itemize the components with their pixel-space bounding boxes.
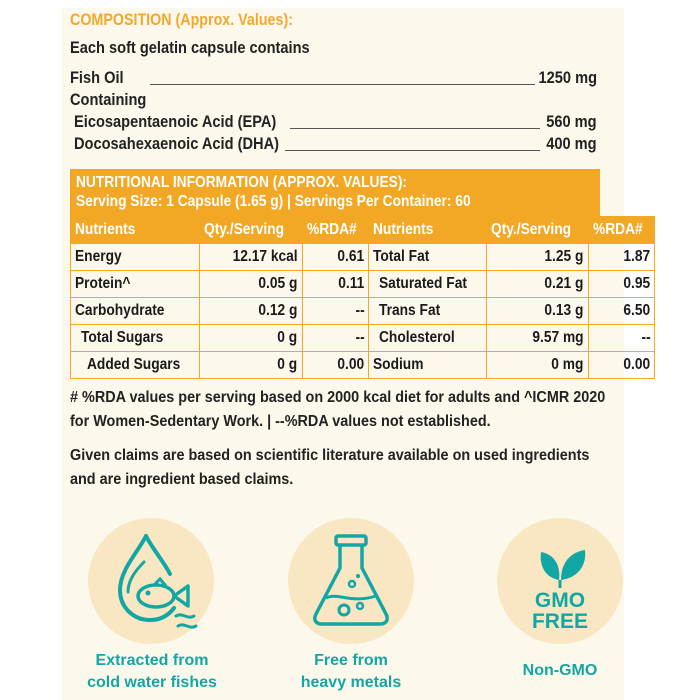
fish-caption: Extracted from cold water fishes <box>87 652 217 691</box>
qty-value: 0 mg <box>486 352 588 379</box>
claims-note: Given claims are based on scientific literature available on used ingredients and are ingredient based claims. <box>70 447 590 488</box>
nutrient-name: Total Fat <box>369 244 486 271</box>
table-header-row <box>71 217 655 244</box>
gmo-badge <box>497 518 623 644</box>
fish-oil-value: 1250 mg <box>538 68 597 87</box>
table-row <box>71 352 655 379</box>
dha-value: 400 mg <box>546 134 597 153</box>
leader-line <box>150 84 535 85</box>
qty-value: 0 g <box>200 325 302 352</box>
nutrition-table <box>70 216 655 379</box>
table-row <box>71 244 655 271</box>
nutrient-name: Added Sugars <box>71 352 200 379</box>
rda-value: -- <box>302 298 369 325</box>
rda-value: 0.61 <box>302 244 369 271</box>
rda-value: 0.00 <box>302 352 369 379</box>
dha-label: Docosahexaenoic Acid (DHA) <box>74 134 280 153</box>
col-header: %RDA# <box>588 217 655 244</box>
composition-title: COMPOSITION (Approx. Values): <box>70 10 293 29</box>
table-row <box>71 298 655 325</box>
nutrient-name: Protein^ <box>71 271 200 298</box>
table-row <box>71 271 655 298</box>
rda-footnote: # %RDA values per serving based on 2000 kcal diet for adults and ^ICMR 2020 for Women-Sedentary Work. | --%RDA values not established. <box>70 389 606 430</box>
qty-value: 0 g <box>200 352 302 379</box>
leader-line <box>290 128 540 129</box>
rda-value: 1.87 <box>588 244 655 271</box>
qty-value: 1.25 g <box>486 244 588 271</box>
epa-label: Eicosapentaenoic Acid (EPA) <box>74 112 277 131</box>
rda-value: -- <box>588 325 655 352</box>
leader-line <box>285 150 540 151</box>
qty-value: 0.05 g <box>200 271 302 298</box>
nutrition-title: NUTRITIONAL INFORMATION (APPROX. VALUES): <box>76 174 407 191</box>
flask-icon <box>288 518 414 644</box>
rda-value: 0.95 <box>588 271 655 298</box>
nutrient-name: Carbohydrate <box>71 298 200 325</box>
fish-oil-label: Fish Oil <box>70 68 124 87</box>
gmo-caption: Non-GMO <box>522 662 598 679</box>
fish-drop-icon <box>88 518 214 644</box>
qty-value: 0.13 g <box>486 298 588 325</box>
rda-value: 0.11 <box>302 271 369 298</box>
nutrient-name: Saturated Fat <box>369 271 486 298</box>
qty-value: 12.17 kcal <box>200 244 302 271</box>
gmo-free-text: GMO FREE <box>531 589 588 633</box>
containing-label: Containing <box>70 90 147 109</box>
qty-value: 9.57 mg <box>486 325 588 352</box>
nutrition-header <box>70 169 600 216</box>
col-header: Nutrients <box>71 217 200 244</box>
fish-badge <box>88 518 214 644</box>
col-header: %RDA# <box>302 217 369 244</box>
rda-value: 0.00 <box>588 352 655 379</box>
metals-caption: Free from heavy metals <box>300 652 402 691</box>
nutrient-name: Total Sugars <box>71 325 200 352</box>
rda-value: 6.50 <box>588 298 655 325</box>
qty-value: 0.21 g <box>486 271 588 298</box>
table-row <box>71 325 655 352</box>
col-header: Qty./Serving <box>200 217 302 244</box>
nutrient-name: Cholesterol <box>369 325 486 352</box>
nutrient-name: Trans Fat <box>369 298 486 325</box>
rda-value: -- <box>302 325 369 352</box>
composition-intro: Each soft gelatin capsule contains <box>70 38 310 57</box>
nutrient-name: Energy <box>71 244 200 271</box>
col-header: Qty./Serving <box>486 217 588 244</box>
serving-info: Serving Size: 1 Capsule (1.65 g) | Servings Per Container: 60 <box>76 193 471 210</box>
metals-badge <box>288 518 414 644</box>
qty-value: 0.12 g <box>200 298 302 325</box>
epa-value: 560 mg <box>546 112 597 131</box>
col-header: Nutrients <box>369 217 486 244</box>
nutrient-name: Sodium <box>369 352 486 379</box>
